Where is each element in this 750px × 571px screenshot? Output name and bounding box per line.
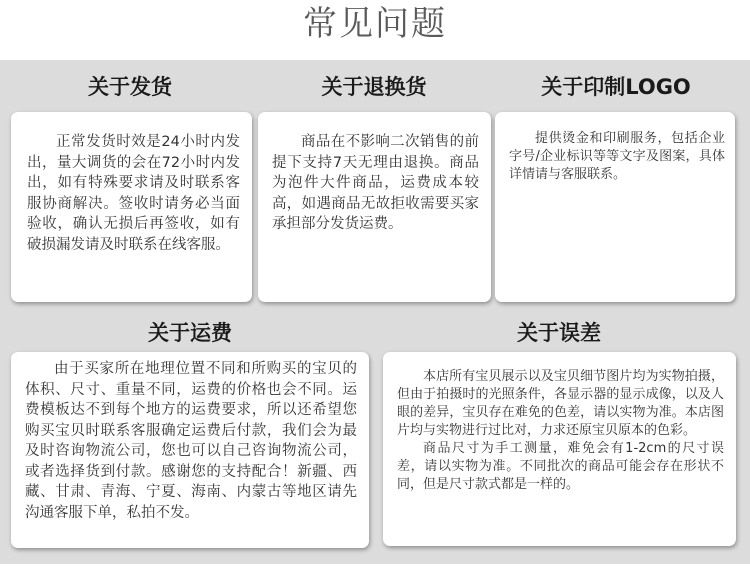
printing-paragraph: 提供烫金和印刷服务，包括企业字号/企业标识等等文字及图案，具体详情请与客服联系。 (509, 131, 725, 182)
shipping-card (11, 112, 252, 302)
errors-paragraph-2: 商品尺寸为手工测量，难免会有1-2cm的尺寸误差，请以实物为准。不同批次的商品可能会存在形状不同，但是尺寸款式都是一样的。 (397, 441, 724, 492)
shipping-paragraph: 正常发货时效是24小时内发出，量大调货的会在72小时内发出，如有特殊要求请及时联系客服协商解决。签收时请务必当面验收，确认无损后再签收，如有破损漏发请及时联系在线客服。 (27, 134, 240, 253)
printing-text (509, 130, 725, 184)
page-title: 常见问题 (303, 4, 447, 44)
freight-card (11, 352, 369, 548)
shipping-heading: 关于发货 (88, 75, 172, 99)
freight-paragraph: 由于买家所在地理位置不同和所购买的宝贝的体积、尺寸、重量不同，运费的价格也会不同。运费模板达不到每个地方的运费要求，所以还希望您购买宝贝时联系客服确定运费后付款，我们会为最及时咨询物流公司，您也可以自己咨询物流公司，或者选择货到付款。感谢您的支持配合！新疆、西藏、甘肃、青海、宁夏、海南、内蒙古等地区请先沟通客服下单，私拍不发。 (25, 361, 357, 521)
errors-card (383, 352, 736, 546)
printing-heading: 关于印制LOGO (541, 75, 691, 99)
errors-heading: 关于误差 (517, 321, 601, 345)
printing-card (495, 112, 735, 302)
returns-heading: 关于退换货 (321, 75, 427, 99)
returns-text (272, 132, 479, 235)
faq-panel (0, 60, 750, 564)
shipping-text (27, 132, 240, 255)
returns-card (258, 112, 491, 302)
errors-text (397, 368, 724, 494)
freight-text (25, 359, 357, 523)
returns-paragraph: 商品在不影响二次销售的前提下支持7天无理由退换。商品为泡件大件商品，运费成本较高，如遇商品无故拒收需要买家承担部分发货运费。 (272, 134, 479, 232)
errors-paragraph-1: 本店所有宝贝展示以及宝贝细节图片均为实物拍摄，但由于拍摄时的光照条件，各显示器的显示成像，以及人眼的差异，宝贝存在难免的色差，请以实物为准。本店图片均与实物进行过比对，力求还原宝贝原本的色彩。 (397, 369, 724, 438)
freight-heading: 关于运费 (148, 321, 232, 345)
